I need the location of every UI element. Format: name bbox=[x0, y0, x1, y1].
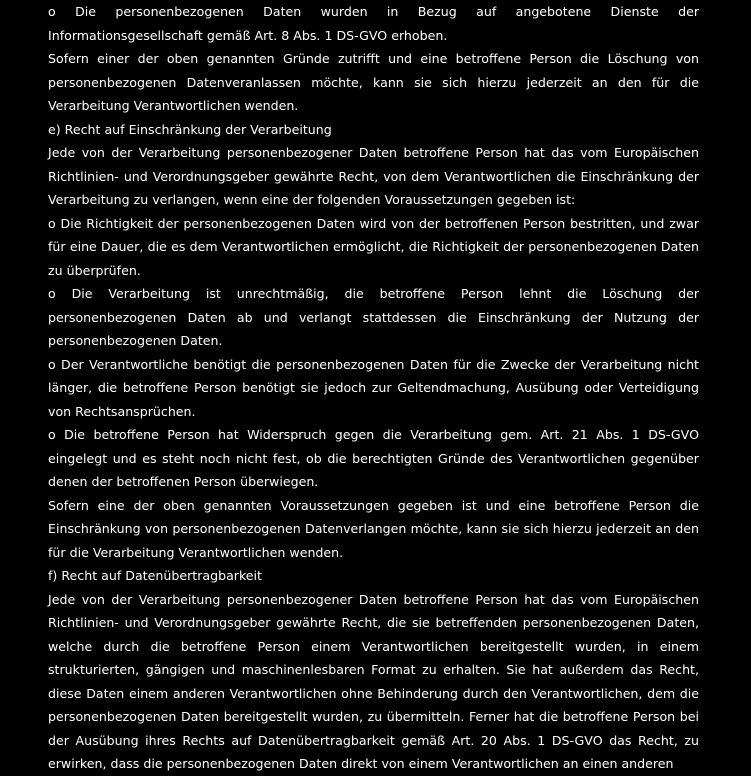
bullet-paragraph: o Die betroffene Person hat Widerspruch gegen die Verarbeitung gem. Art. 21 Abs. 1 DS-GVO eingelegt und es steht noch nicht fest, ob die berechtigten Gründe des Verantwortlichen gegenüber denen der betroffenen Person überwiegen. bbox=[48, 427, 699, 489]
bullet-paragraph: o Die Richtigkeit der personenbezogenen Daten wird von der betroffenen Person bestritten, und zwar für eine Dauer, die es dem Verantwortlichen ermöglicht, die Richtigkeit der personenbezogenen Daten zu überprüfen. bbox=[48, 215, 699, 278]
body-paragraph: Sofern eine der oben genannten Voraussetzungen gegeben ist und eine betroffene Person die Einschränkung von personenbezogenen Datenverlangen möchte, kann sie sich hierzu jederzeit an den für die Verarbeitung Verantwortlichen wenden. bbox=[48, 497, 699, 560]
section-heading: e) Recht auf Einschränkung der Verarbeitung bbox=[48, 121, 332, 137]
body-paragraph: Jede von der Verarbeitung personenbezogener Daten betroffene Person hat das vom Europäischen Richtlinien- und Verordnungsgeber gewährte Recht, von dem Verantwortlichen die Einschränkung der Verarbeitung zu verlangen, wenn eine der folgenden Voraussetzungen gegeben ist: bbox=[48, 145, 699, 207]
body-paragraph: Sofern einer der oben genannten Gründe zutrifft und eine betroffene Person die Löschung von personenbezogenen Datenveranlassen möchte, kann sie sich hierzu jederzeit an den für die Verarbeitung Verantwortlichen wenden. bbox=[48, 51, 699, 113]
body-paragraph: Jede von der Verarbeitung personenbezogener Daten betroffene Person hat das vom Europäischen Richtlinien- und Verordnungsgeber gewährte Recht, die sie betreffenden personenbezogenen Daten, welche durch die betroffene Person einem Verantwortlichen bereitgestellt wurden, in einem strukturierten, gängigen und maschinenlesbaren Format zu erhalten. Sie hat außerdem das Recht, diese Daten einem anderen Verantwortlichen ohne Behinderung durch den Verantwortlichen, dem die personenbezogenen Daten bereitgestellt wurden, zu übermitteln. Ferner hat die betroffene Person bei der Ausübung ihres Rechts auf Datenübertragbarkeit gemäß Art. 20 Abs. 1 DS-GVO das Recht, zu erwirken, dass die personenbezogenen Daten direkt von einem Verantwortlichen an einen anderen bbox=[48, 591, 699, 771]
section-heading: f) Recht auf Datenübertragbarkeit bbox=[48, 568, 262, 583]
document-body bbox=[48, 0, 699, 776]
bullet-paragraph: o Die Verarbeitung ist unrechtmäßig, die betroffene Person lehnt die Löschung der personenbezogenen Daten ab und verlangt stattdessen die Einschränkung der Nutzung der personenbezogenen Daten. bbox=[48, 286, 699, 348]
bullet-paragraph: o Der Verantwortliche benötigt die personenbezogenen Daten für die Zwecke der Verarbeitung nicht länger, die betroffene Person benötigt sie jedoch zur Geltendmachung, Ausübung oder Verteidigung von Rechtsansprüchen. bbox=[48, 356, 699, 419]
bullet-paragraph: o Die personenbezogenen Daten wurden in Bezug auf angebotene Dienste der Informationsgesellschaft gemäß Art. 8 Abs. 1 DS-GVO erhoben. bbox=[48, 4, 699, 43]
